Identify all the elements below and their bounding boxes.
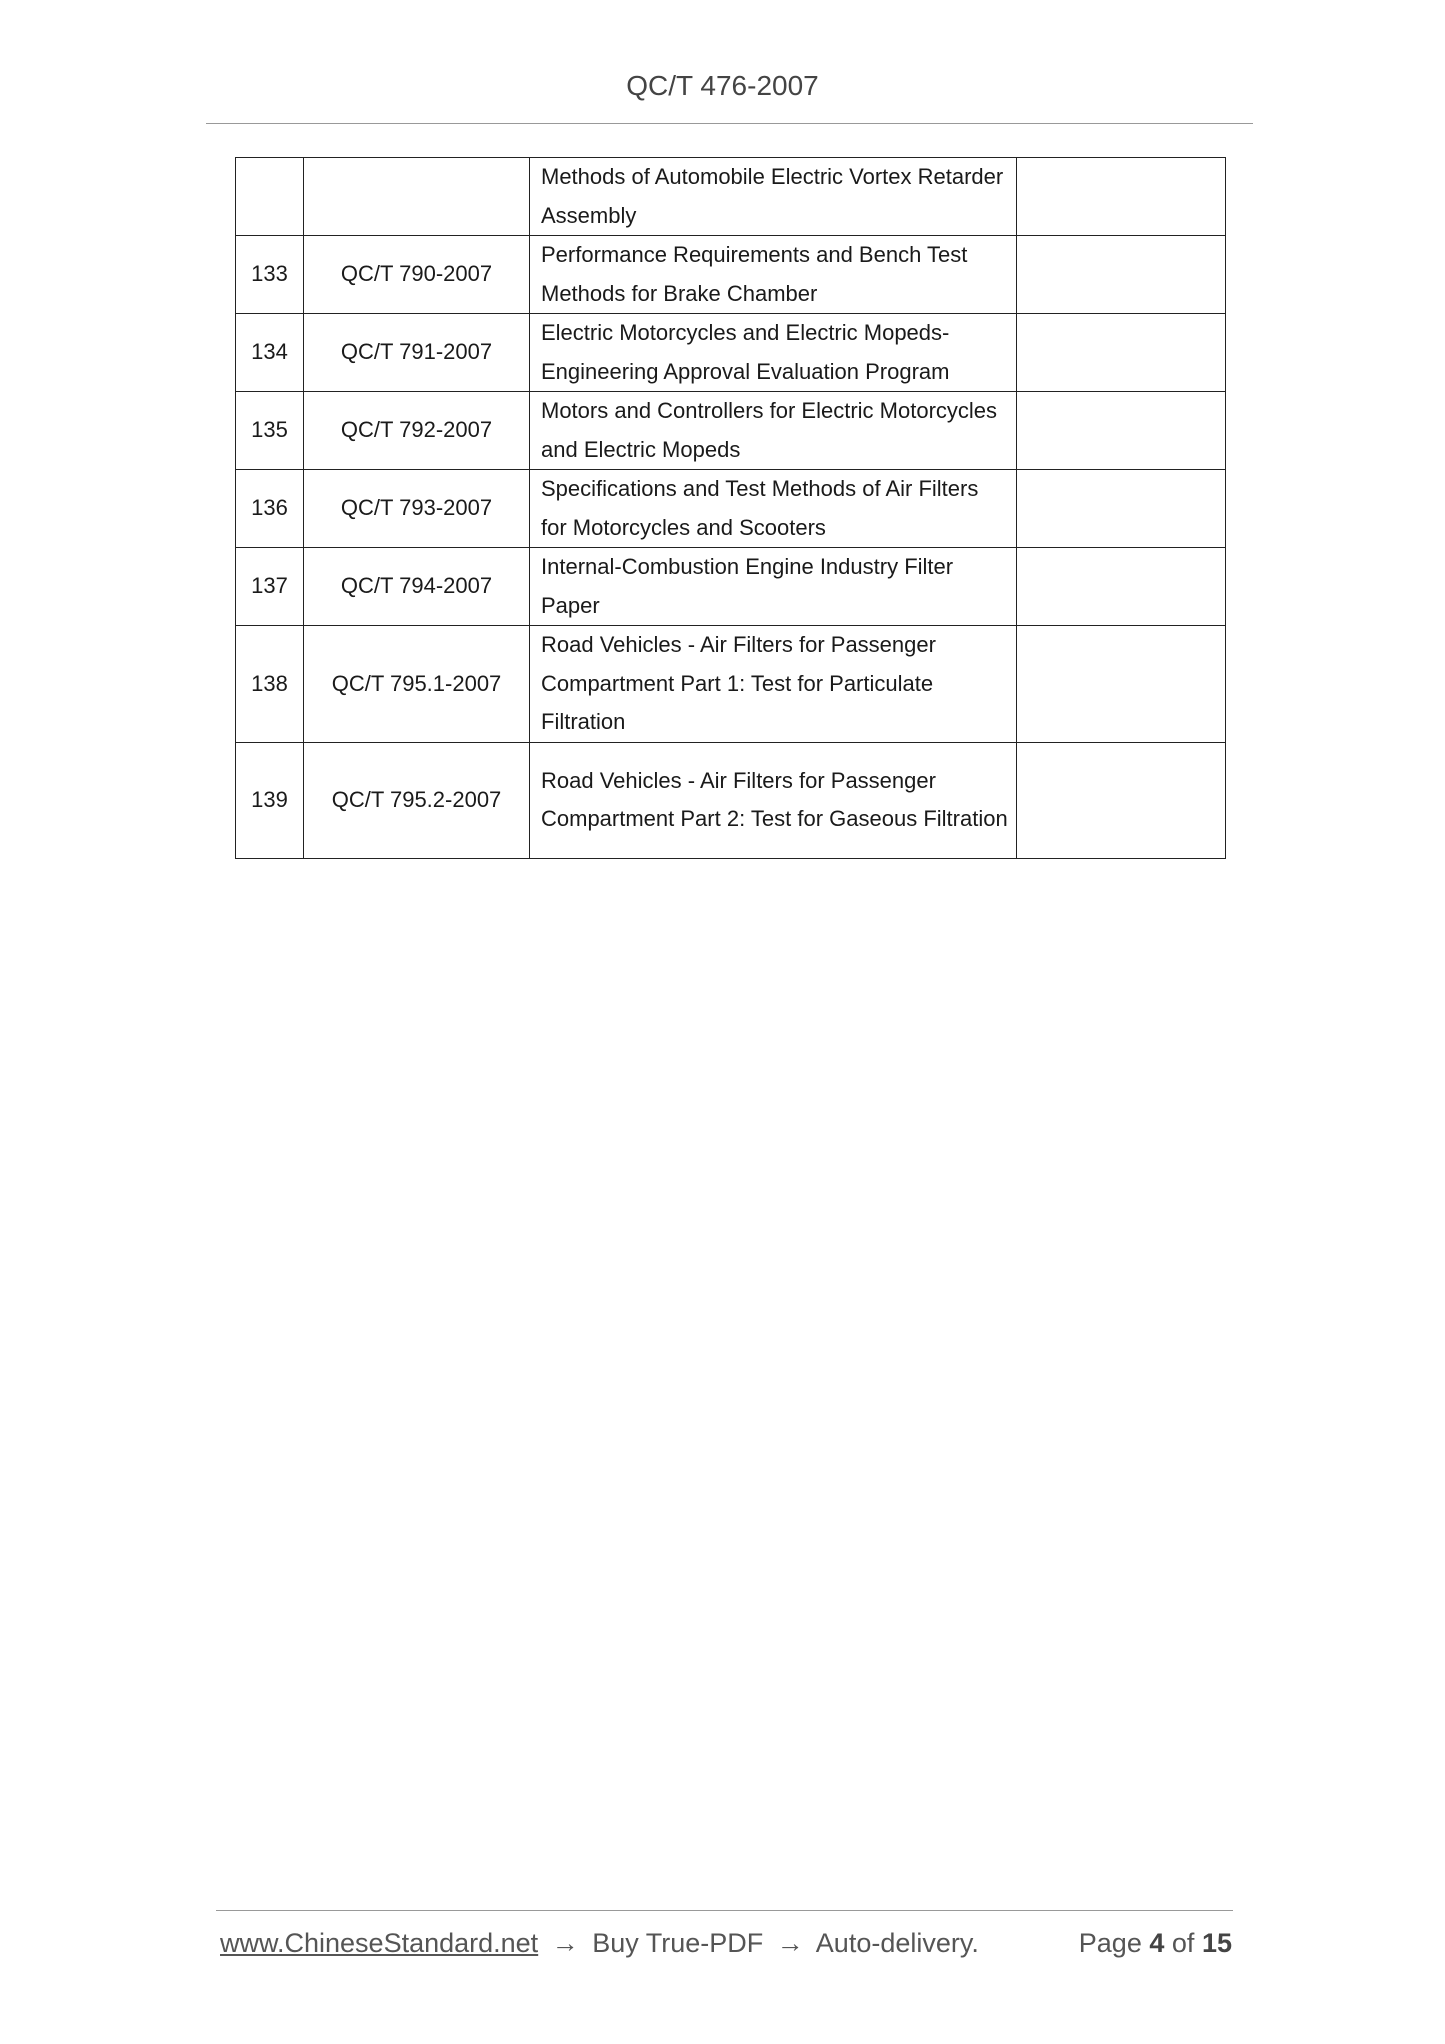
table-row (236, 392, 1226, 470)
remark-cell (1017, 626, 1226, 743)
row-number: 136 (236, 470, 304, 548)
remark-cell (1017, 314, 1226, 392)
remark-cell (1017, 236, 1226, 314)
remark-cell (1017, 470, 1226, 548)
page-footer (220, 1928, 1232, 1959)
remark-cell (1017, 392, 1226, 470)
standard-title: Internal-Combustion Engine Industry Filter Paper (530, 548, 1017, 626)
row-number: 134 (236, 314, 304, 392)
standard-code: QC/T 791-2007 (304, 314, 530, 392)
row-number: 138 (236, 626, 304, 743)
standard-title: Specifications and Test Methods of Air Filters for Motorcycles and Scooters (530, 470, 1017, 548)
standards-table (235, 157, 1226, 859)
row-number: 139 (236, 742, 304, 858)
row-number (236, 158, 304, 236)
standard-title: Electric Motorcycles and Electric Mopeds-Engineering Approval Evaluation Program (530, 314, 1017, 392)
row-number: 133 (236, 236, 304, 314)
standard-code: QC/T 795.1-2007 (304, 626, 530, 743)
table-row (236, 626, 1226, 743)
page-of: of (1171, 1928, 1195, 1958)
table-row (236, 236, 1226, 314)
footer-divider (216, 1910, 1233, 1911)
buy-text: Buy True-PDF (592, 1928, 764, 1958)
table-row (236, 742, 1226, 858)
remark-cell (1017, 742, 1226, 858)
standard-title: Road Vehicles - Air Filters for Passenger Compartment Part 2: Test for Gaseous Filtration (530, 742, 1017, 858)
standard-code: QC/T 795.2-2007 (304, 742, 530, 858)
page-current: 4 (1149, 1928, 1165, 1958)
remark-cell (1017, 548, 1226, 626)
remark-cell (1017, 158, 1226, 236)
standard-title: Motors and Controllers for Electric Motorcycles and Electric Mopeds (530, 392, 1017, 470)
page-indicator (1079, 1928, 1232, 1959)
standard-title: Methods of Automobile Electric Vortex Retarder Assembly (530, 158, 1017, 236)
standard-code: QC/T 794-2007 (304, 548, 530, 626)
website-link[interactable]: www.ChineseStandard.net (220, 1928, 539, 1958)
row-number: 137 (236, 548, 304, 626)
table-row (236, 158, 1226, 236)
page-total: 15 (1201, 1928, 1232, 1958)
page-label: Page (1078, 1928, 1142, 1958)
standard-code: QC/T 790-2007 (304, 236, 530, 314)
table-row (236, 548, 1226, 626)
arrow-right-icon: → (776, 1928, 804, 1958)
standard-code (304, 158, 530, 236)
standard-title: Road Vehicles - Air Filters for Passenger Compartment Part 1: Test for Particulate Filtration (530, 626, 1017, 743)
standard-title: Performance Requirements and Bench Test Methods for Brake Chamber (530, 236, 1017, 314)
standard-code: QC/T 793-2007 (304, 470, 530, 548)
delivery-text: Auto-delivery. (815, 1928, 979, 1958)
table-row (236, 314, 1226, 392)
row-number: 135 (236, 392, 304, 470)
table-row (236, 470, 1226, 548)
header-divider (206, 123, 1253, 124)
standard-code: QC/T 792-2007 (304, 392, 530, 470)
arrow-right-icon: → (551, 1928, 579, 1958)
page-header-title: QC/T 476-2007 (626, 70, 819, 101)
